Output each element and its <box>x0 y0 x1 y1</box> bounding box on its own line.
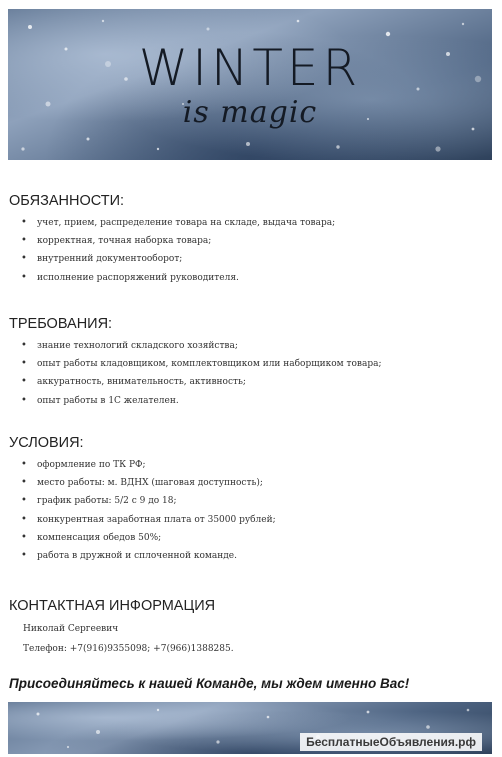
list-item: • корректная, точная наборка товара; <box>9 232 493 250</box>
conditions-section <box>9 435 493 565</box>
winter-banner-image <box>8 9 492 160</box>
list-item: • опыт работы в 1С желателен. <box>9 392 493 410</box>
conditions-title: УСЛОВИЯ: <box>9 435 84 451</box>
contact-title: КОНТАКТНАЯ ИНФОРМАЦИЯ <box>9 598 216 614</box>
requirements-section <box>9 316 493 410</box>
list-item: • аккуратность, внимательность, активность; <box>9 373 493 391</box>
contact-phone[interactable]: Телефон: +7(916)9355098; +7(966)1388285. <box>23 644 234 654</box>
duties-title: ОБЯЗАННОСТИ: <box>9 193 125 209</box>
duties-section <box>9 193 493 287</box>
duties-list <box>9 214 493 287</box>
winter-footer-image <box>8 702 492 754</box>
banner-title: WINTER <box>138 39 362 97</box>
requirements-list <box>9 337 493 410</box>
contact-section <box>9 598 493 659</box>
list-item: • знание технологий складского хозяйства; <box>9 337 493 355</box>
list-item: • конкурентная заработная плата от 35000 рублей; <box>9 511 493 529</box>
list-item: • оформление по ТК РФ; <box>9 456 493 474</box>
list-item: • опыт работы кладовщиком, комплектовщиком или наборщиком товара; <box>9 355 493 373</box>
list-item: • график работы: 5/2 с 9 до 18; <box>9 492 493 510</box>
list-item: • учет, прием, распределение товара на складе, выдача товара; <box>9 214 493 232</box>
conditions-list <box>9 456 493 565</box>
banner-subtitle: is magic <box>182 95 318 130</box>
list-item: • место работы: м. ВДНХ (шаговая доступность); <box>9 474 493 492</box>
list-item: • работа в дружной и сплоченной команде. <box>9 547 493 565</box>
list-item: • компенсация обедов 50%; <box>9 529 493 547</box>
list-item: • исполнение распоряжений руководителя. <box>9 269 493 287</box>
contact-name: Николай Сергеевич <box>23 624 119 634</box>
site-watermark: БесплатныеОбъявления.рф <box>300 733 482 751</box>
slogan: Присоединяйтесь к нашей Команде, мы ждем именно Вас! <box>9 676 410 691</box>
list-item: • внутренний документооборот; <box>9 250 493 268</box>
requirements-title: ТРЕБОВАНИЯ: <box>9 316 113 332</box>
